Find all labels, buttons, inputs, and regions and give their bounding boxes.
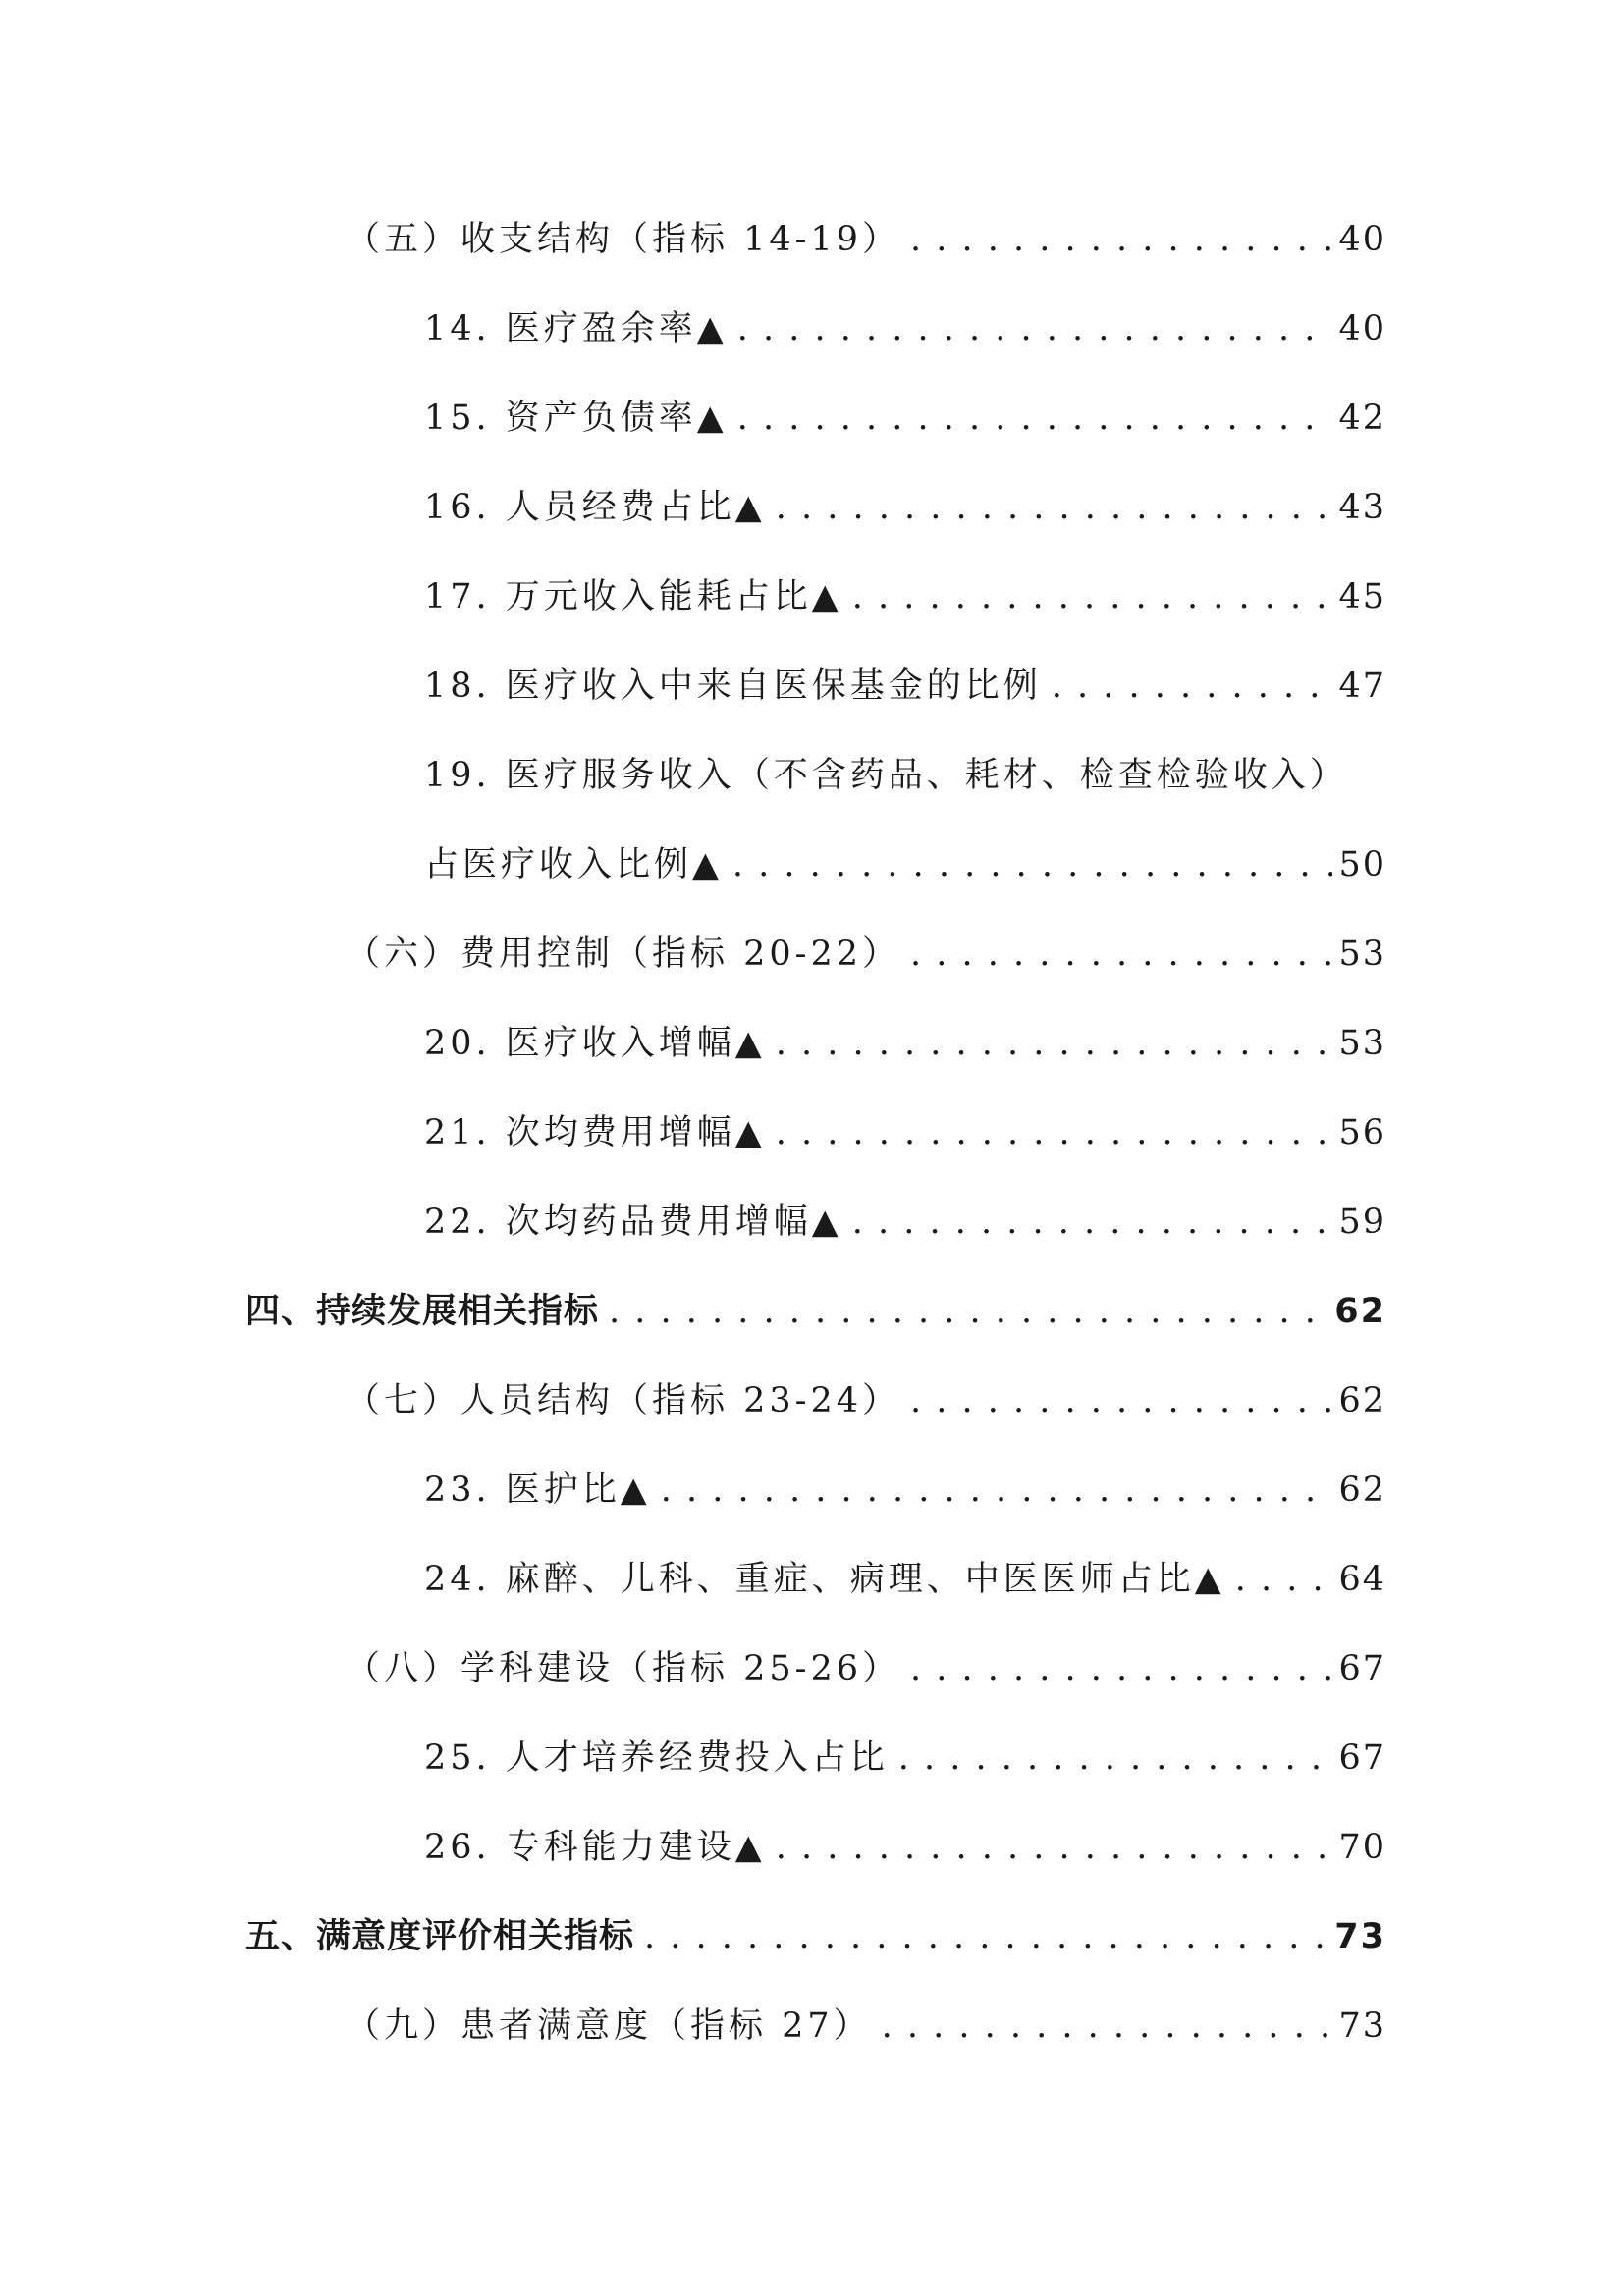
toc-entry-16[interactable] [424, 478, 1386, 537]
dot-leader [609, 1282, 1328, 1341]
toc-entry-19-line-2[interactable] [424, 835, 1386, 894]
dot-leader [852, 1193, 1333, 1252]
dot-leader [661, 1461, 1333, 1520]
dot-leader [732, 835, 1333, 894]
dot-leader [852, 567, 1333, 626]
toc-entry-label: 25. 人才培养经费投入占比 [424, 1738, 889, 1778]
toc-entry-22[interactable] [424, 1193, 1386, 1252]
dot-leader [776, 1103, 1333, 1162]
toc-entry-section-5[interactable] [346, 210, 1386, 269]
toc-entry-page: 62 [1334, 1292, 1386, 1331]
toc-entry-24[interactable] [424, 1550, 1386, 1609]
toc-entry-page: 43 [1338, 488, 1386, 527]
toc-entry-label: 14. 医疗盈余率▲ [424, 309, 728, 348]
dot-leader [776, 478, 1333, 537]
toc-entry-label: 四、持续发展相关指标 [245, 1292, 600, 1331]
toc-entry-19-line-1[interactable] [424, 746, 1386, 805]
dot-leader [910, 1371, 1332, 1430]
toc-entry-label: 19. 医疗服务收入（不含药品、耗材、检查检验收入） [424, 756, 1348, 795]
toc-entry-label: （八）学科建设（指标 25-26） [346, 1649, 901, 1688]
toc-entry-label: 16. 人员经费占比▲ [424, 488, 766, 527]
toc-entry-label: 21. 次均费用增幅▲ [424, 1113, 766, 1152]
toc-entry-21[interactable] [424, 1103, 1386, 1162]
toc-entry-label: 17. 万元收入能耗占比▲ [424, 577, 842, 616]
toc-entry-page: 53 [1338, 934, 1386, 974]
dot-leader [910, 925, 1332, 984]
toc-entry-label: 占医疗收入比例▲ [424, 845, 723, 884]
toc-entry-label: 23. 医护比▲ [424, 1470, 651, 1510]
toc-entry-label: （七）人员结构（指标 23-24） [346, 1381, 901, 1420]
toc-entry-label: （六）费用控制（指标 20-22） [346, 934, 901, 974]
toc-entry-page: 53 [1338, 1024, 1386, 1063]
toc-entry-page: 40 [1338, 309, 1386, 348]
dot-leader [776, 1014, 1333, 1073]
toc-entry-page: 64 [1338, 1560, 1386, 1599]
toc-entry-18[interactable] [424, 657, 1386, 716]
toc-entry-14[interactable] [424, 299, 1386, 358]
toc-entry-page: 56 [1338, 1113, 1386, 1152]
toc-entry-page: 40 [1338, 220, 1386, 259]
toc-chapter-5[interactable] [245, 1907, 1386, 1966]
toc-entry-label: 26. 专科能力建设▲ [424, 1828, 766, 1867]
dot-leader [882, 1997, 1333, 2056]
toc-entry-label: 24. 麻醉、儿科、重症、病理、中医医师占比▲ [424, 1560, 1225, 1599]
dot-leader [910, 210, 1332, 269]
toc-entry-17[interactable] [424, 567, 1386, 626]
toc-entry-page: 62 [1338, 1381, 1386, 1420]
toc-entry-page: 45 [1338, 577, 1386, 616]
toc-entry-page: 73 [1338, 2006, 1386, 2046]
toc-entry-section-7[interactable] [346, 1371, 1386, 1430]
toc-entry-page: 67 [1338, 1738, 1386, 1778]
toc-entry-section-9[interactable] [346, 1997, 1386, 2056]
toc-entry-23[interactable] [424, 1461, 1386, 1520]
toc-entry-label: 22. 次均药品费用增幅▲ [424, 1202, 842, 1242]
dot-leader [644, 1907, 1328, 1966]
toc-entry-label: （五）收支结构（指标 14-19） [346, 220, 901, 259]
toc-entry-label: 五、满意度评价相关指标 [245, 1917, 635, 1956]
toc-entry-section-8[interactable] [346, 1639, 1386, 1698]
dot-leader [1052, 657, 1333, 716]
toc-entry-section-6[interactable] [346, 925, 1386, 984]
toc-entry-page: 47 [1338, 667, 1386, 706]
toc-entry-page: 70 [1338, 1828, 1386, 1867]
toc-entry-label: （九）患者满意度（指标 27） [346, 2006, 872, 2046]
toc-entry-label: 20. 医疗收入增幅▲ [424, 1024, 766, 1063]
toc-entry-page: 67 [1338, 1649, 1386, 1688]
toc-entry-20[interactable] [424, 1014, 1386, 1073]
dot-leader [737, 299, 1333, 358]
toc-entry-15[interactable] [424, 389, 1386, 448]
dot-leader [898, 1729, 1333, 1788]
toc-chapter-4[interactable] [245, 1282, 1386, 1341]
toc-entry-label: 18. 医疗收入中来自医保基金的比例 [424, 667, 1042, 706]
dot-leader [737, 389, 1333, 448]
toc-entry-25[interactable] [424, 1729, 1386, 1788]
toc-entry-page: 42 [1338, 399, 1386, 438]
dot-leader [776, 1818, 1333, 1877]
toc-entry-label: 15. 资产负债率▲ [424, 399, 728, 438]
toc-entry-26[interactable] [424, 1818, 1386, 1877]
toc-entry-page: 50 [1338, 845, 1386, 884]
dot-leader [910, 1639, 1332, 1698]
toc-entry-page: 62 [1338, 1470, 1386, 1510]
toc-entry-page: 59 [1338, 1202, 1386, 1242]
toc-entry-page: 73 [1334, 1917, 1386, 1956]
dot-leader [1235, 1550, 1333, 1609]
